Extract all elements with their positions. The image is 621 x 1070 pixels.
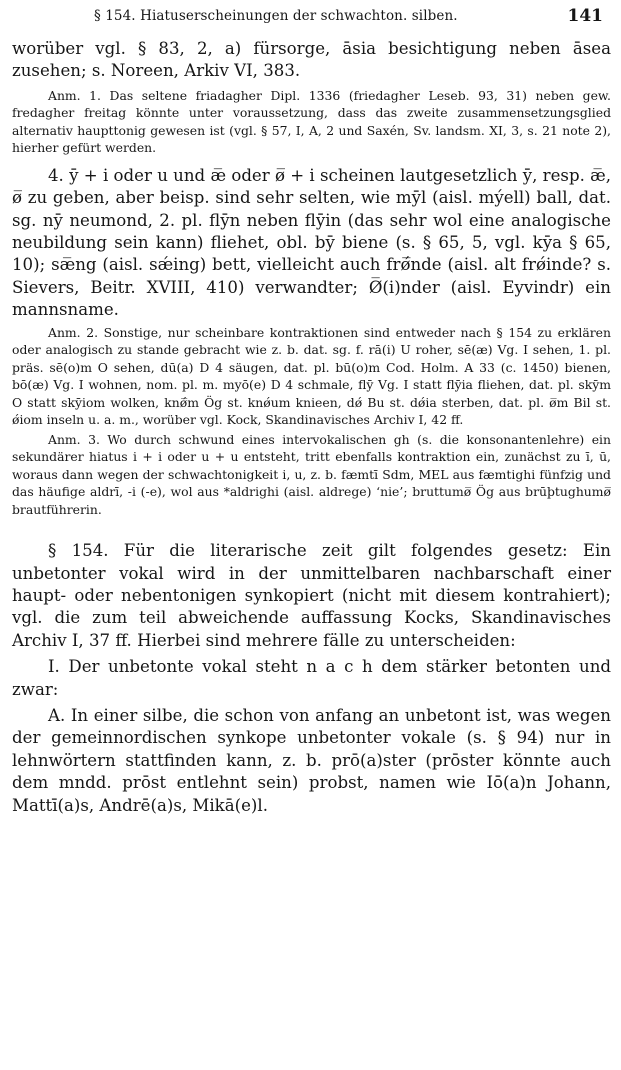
running-header	[12, 6, 609, 28]
note-anm-1: Anm. 1. Das seltene friadagher Dipl. 1336 (friedagher Leseb. 93, 31) neben gew. fredagher freitag könnte unter voraussetzung, dass das zweite zusammensetzungsglied alternativ haupttonig gewesen ist (vgl. § 57, I, A, 2 und Saxén, Sv. landsm. XI, 3, s. 21 note 2), hierher gefürt werden.	[12, 87, 611, 156]
note-anm-2: Anm. 2. Sonstige, nur scheinbare kontraktionen sind entweder nach § 154 zu erklären oder analogisch zu stande gebracht wie z. b. dat. sg. f. rā(i) U roher, sē(æ) Vg. I sehen, 1. pl. präs. sē(o)m O sehen, dū(a) D 4 säugen, dat. pl. bū(o)m Cod. Holm. A 33 (c. 1450) bienen, bō(æ) Vg. I wohnen, nom. pl. m. myō(e) D 4 schmale, flȳ Vg. I statt flȳia fliehen, dat. pl. skȳm O statt skȳiom wolken, knǿ̅m Ög st. knǿum knieen, dǿ Bu st. dǿia sterben, dat. pl. ø̅m Bil st. ǿiom inseln u. a. m., worüber vgl. Kock, Skandinavisches Archiv I, 42 ff.	[12, 324, 611, 428]
page-body	[12, 38, 611, 817]
page-number: 141	[567, 6, 603, 26]
header-title: § 154. Hiatuserscheinungen der schwachton. silben.	[94, 8, 458, 24]
section-154: § 154. Für die literarische zeit gilt folgendes gesetz: Ein unbetonter vokal wird in der unmittelbaren nachbarschaft einer haupt- oder nebentonigen synkopiert (nicht mit diesem kontrahiert); vgl. die zum teil abweichende auffassung Kocks, Skandinavisches Archiv I, 37 ff. Hierbei sind mehrere fälle zu unterscheiden:	[12, 541, 611, 650]
section-154-case-1: I. Der unbetonte vokal steht n a c h dem stärker betonten und zwar:	[12, 657, 611, 699]
paragraph-point-4: 4. ȳ + i oder u und æ̅ oder ø̅ + i scheinen lautgesetzlich ȳ, resp. æ̅, ø̅ zu geben, aber beisp. sind sehr selten, wie mȳl (aisl. mýell) ball, dat. sg. nȳ neumond, 2. pl. flȳn neben flȳin (das sehr wol eine analogische neubildung sein kann) fliehet, obl. bȳ biene (s. § 65, 5, vgl. kȳa § 65, 10); sæ̅ng (aisl. sǽing) bett, vielleicht auch frǿ̅nde (aisl. alt frǿinde? s. Sievers, Beitr. XVIII, 410) verwandter; Ø̅(i)nder (aisl. Eyvindr) ein mannsname.	[12, 165, 611, 320]
section-154-case-1a: A. In einer silbe, die schon von anfang an unbetont ist, was wegen der gemeinnordischen synkope unbetonter vokale (s. § 94) nur in lehnwörtern stattfinden kann, z. b. prō(a)ster (prōster könnte auch dem mndd. prōst entlehnt sein) probst, namen wie Iō(a)n Johann, Mattī(a)s, Andrē(a)s, Mikā(e)l.	[12, 706, 611, 815]
note-anm-3: Anm. 3. Wo durch schwund eines intervokalischen gh (s. die konsonantenlehre) ein sekundärer hiatus i + i oder u + u entsteht, tritt ebenfalls kontraktion ein, zunächst zu ī, ū, woraus dann wegen der schwachtonigkeit i, u, z. b. fæmtī Sdm, MEL aus fæmtighi fünfzig und das häufige aldrī, -i (-e), wol aus *aldrighi (aisl. aldrege) ‘nie’; bruttumø̅ Ög aus brūþtughumø̅ brautführerin.	[12, 431, 611, 517]
paragraph-continuation: worüber vgl. § 83, 2, a) fürsorge, āsia besichtigung neben āsea zusehen; s. Noreen, Arkiv VI, 383.	[12, 39, 611, 81]
